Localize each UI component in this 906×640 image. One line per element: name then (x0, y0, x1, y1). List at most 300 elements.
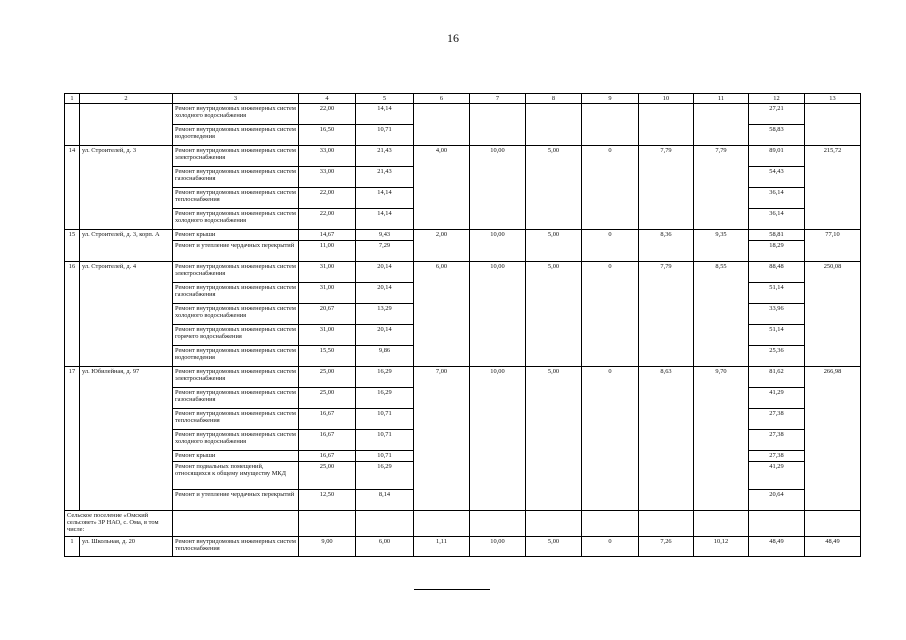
row-number (65, 490, 80, 511)
work-type: Ремонт и утепление чердачных перекрытий (173, 490, 299, 511)
row-number (65, 188, 80, 209)
section-title: Сельское поселение «Омский сельсовет» ЗР НАО, с. Ома, в том числе: (65, 511, 173, 537)
col-10 (639, 346, 694, 367)
col-11 (694, 325, 749, 346)
col-9 (582, 409, 639, 430)
table-row (65, 241, 861, 262)
table-row (65, 104, 861, 125)
page-number: 16 (447, 31, 459, 45)
work-type: Ремонт внутридомовых инженерных систем теплоснабжения (173, 537, 299, 557)
total-col-12: 48,49 (749, 537, 805, 557)
address (80, 430, 173, 451)
col-6 (414, 304, 470, 325)
total-col-13 (805, 462, 861, 490)
row-number: 16 (65, 262, 80, 283)
col-7: 10,00 (470, 230, 526, 241)
total-col-12: 51,14 (749, 283, 805, 304)
col-11 (694, 451, 749, 462)
repair-cost-table (64, 93, 861, 557)
empty-cell (526, 511, 582, 537)
col-10 (639, 167, 694, 188)
total-col-13 (805, 490, 861, 511)
col-11 (694, 167, 749, 188)
cost-col-5: 14,14 (356, 104, 414, 125)
col-10: 8,63 (639, 367, 694, 388)
total-col-12: 20,64 (749, 490, 805, 511)
total-col-12: 89,01 (749, 146, 805, 167)
table-row (65, 167, 861, 188)
work-type: Ремонт внутридомовых инженерных систем газоснабжения (173, 283, 299, 304)
empty-cell (414, 511, 470, 537)
table-row (65, 325, 861, 346)
row-number: 14 (65, 146, 80, 167)
cost-col-4: 16,67 (299, 430, 356, 451)
col-9 (582, 283, 639, 304)
address (80, 451, 173, 462)
empty-cell (749, 511, 805, 537)
col-8 (526, 388, 582, 409)
total-col-13: 77,10 (805, 230, 861, 241)
col-8 (526, 241, 582, 262)
col-8 (526, 125, 582, 146)
cost-col-5: 13,29 (356, 304, 414, 325)
total-col-12: 36,14 (749, 209, 805, 230)
cost-col-5: 7,29 (356, 241, 414, 262)
address (80, 283, 173, 304)
col-7 (470, 325, 526, 346)
col-7 (470, 451, 526, 462)
address (80, 188, 173, 209)
col-8 (526, 451, 582, 462)
col-11 (694, 388, 749, 409)
col-7: 10,00 (470, 146, 526, 167)
col-10: 7,26 (639, 537, 694, 557)
col-10 (639, 125, 694, 146)
total-col-13 (805, 283, 861, 304)
col-9 (582, 104, 639, 125)
col-10: 8,36 (639, 230, 694, 241)
col-6 (414, 241, 470, 262)
total-col-12: 36,14 (749, 188, 805, 209)
work-type: Ремонт внутридомовых инженерных систем теплоснабжения (173, 409, 299, 430)
row-number: 17 (65, 367, 80, 388)
header-cell: 5 (356, 94, 414, 104)
total-col-12: 58,83 (749, 125, 805, 146)
total-col-12: 51,14 (749, 325, 805, 346)
col-10 (639, 188, 694, 209)
cost-col-4: 31,00 (299, 262, 356, 283)
cost-col-4: 9,00 (299, 537, 356, 557)
col-8 (526, 409, 582, 430)
table-row (65, 283, 861, 304)
col-7 (470, 283, 526, 304)
empty-cell (639, 511, 694, 537)
total-col-12: 27,38 (749, 451, 805, 462)
row-number (65, 241, 80, 262)
work-type: Ремонт внутридомовых инженерных систем холодного водоснабжения (173, 104, 299, 125)
cost-col-5: 10,71 (356, 125, 414, 146)
col-11: 9,35 (694, 230, 749, 241)
work-type: Ремонт внутридомовых инженерных систем горячего водоснабжения (173, 325, 299, 346)
table-row (65, 430, 861, 451)
row-number (65, 325, 80, 346)
col-11 (694, 209, 749, 230)
total-col-12: 41,29 (749, 388, 805, 409)
row-number (65, 346, 80, 367)
col-9: 0 (582, 262, 639, 283)
total-col-12: 27,21 (749, 104, 805, 125)
col-7 (470, 430, 526, 451)
total-col-13 (805, 188, 861, 209)
col-10: 7,79 (639, 262, 694, 283)
cost-col-4: 12,50 (299, 490, 356, 511)
cost-col-5: 20,14 (356, 325, 414, 346)
col-11 (694, 490, 749, 511)
work-type: Ремонт подвальных помещений, относящихся к общему имуществу МКД (173, 462, 299, 490)
table-row (65, 230, 861, 241)
table-row (65, 367, 861, 388)
col-11 (694, 241, 749, 262)
total-col-13 (805, 241, 861, 262)
cost-col-4: 22,00 (299, 209, 356, 230)
empty-cell (694, 511, 749, 537)
address: ул. Строителей, д. 3 (80, 146, 173, 167)
total-col-12: 54,43 (749, 167, 805, 188)
col-6 (414, 451, 470, 462)
cost-col-5: 16,29 (356, 367, 414, 388)
col-10 (639, 388, 694, 409)
col-8 (526, 167, 582, 188)
col-7 (470, 346, 526, 367)
col-11 (694, 462, 749, 490)
col-6 (414, 283, 470, 304)
cost-col-5: 10,71 (356, 451, 414, 462)
table-row (65, 125, 861, 146)
work-type: Ремонт внутридомовых инженерных систем водоотведения (173, 125, 299, 146)
total-col-12: 27,38 (749, 430, 805, 451)
cost-col-5: 20,14 (356, 283, 414, 304)
total-col-12: 25,36 (749, 346, 805, 367)
col-8 (526, 283, 582, 304)
total-col-13 (805, 388, 861, 409)
col-6: 7,00 (414, 367, 470, 388)
row-number (65, 462, 80, 490)
col-9 (582, 490, 639, 511)
cost-col-4: 20,67 (299, 304, 356, 325)
total-col-13: 266,98 (805, 367, 861, 388)
table-row (65, 188, 861, 209)
cost-col-4: 14,67 (299, 230, 356, 241)
address (80, 490, 173, 511)
header-cell: 1 (65, 94, 80, 104)
cost-col-5: 9,43 (356, 230, 414, 241)
col-10 (639, 430, 694, 451)
address (80, 409, 173, 430)
total-col-12: 58,81 (749, 230, 805, 241)
col-10 (639, 462, 694, 490)
header-cell: 8 (526, 94, 582, 104)
header-cell: 12 (749, 94, 805, 104)
address (80, 125, 173, 146)
row-number (65, 104, 80, 125)
address (80, 388, 173, 409)
col-6 (414, 462, 470, 490)
col-7 (470, 188, 526, 209)
col-9 (582, 167, 639, 188)
col-11 (694, 430, 749, 451)
total-col-13 (805, 209, 861, 230)
cost-col-4: 16,50 (299, 125, 356, 146)
col-6: 1,11 (414, 537, 470, 557)
col-6 (414, 388, 470, 409)
col-10 (639, 104, 694, 125)
work-type: Ремонт крыши (173, 451, 299, 462)
work-type: Ремонт внутридомовых инженерных систем холодного водоснабжения (173, 304, 299, 325)
cost-col-5: 21,43 (356, 167, 414, 188)
col-9 (582, 388, 639, 409)
col-11 (694, 104, 749, 125)
table-row (65, 537, 861, 557)
empty-cell (356, 511, 414, 537)
table-row (65, 146, 861, 167)
cost-col-4: 15,50 (299, 346, 356, 367)
footnote-separator (414, 589, 490, 590)
col-8 (526, 462, 582, 490)
cost-col-5: 10,71 (356, 409, 414, 430)
cost-col-4: 25,00 (299, 367, 356, 388)
cost-col-5: 10,71 (356, 430, 414, 451)
table-row (65, 409, 861, 430)
col-10 (639, 209, 694, 230)
col-7 (470, 241, 526, 262)
total-col-12: 41,29 (749, 462, 805, 490)
total-col-12: 18,29 (749, 241, 805, 262)
work-type: Ремонт внутридомовых инженерных систем водоотведения (173, 346, 299, 367)
col-10 (639, 304, 694, 325)
col-6 (414, 167, 470, 188)
col-11: 9,70 (694, 367, 749, 388)
cost-col-4: 25,00 (299, 388, 356, 409)
row-number (65, 430, 80, 451)
col-7 (470, 167, 526, 188)
total-col-13 (805, 167, 861, 188)
row-number (65, 409, 80, 430)
address: ул. Юбилейная, д. 97 (80, 367, 173, 388)
col-6 (414, 125, 470, 146)
cost-col-5: 16,29 (356, 462, 414, 490)
total-col-13: 48,49 (805, 537, 861, 557)
col-6 (414, 209, 470, 230)
col-9 (582, 346, 639, 367)
col-6 (414, 188, 470, 209)
header-cell: 6 (414, 94, 470, 104)
cost-col-5: 14,14 (356, 209, 414, 230)
row-number (65, 125, 80, 146)
col-6 (414, 346, 470, 367)
col-8 (526, 430, 582, 451)
table-row (65, 462, 861, 490)
row-number (65, 283, 80, 304)
cost-col-5: 14,14 (356, 188, 414, 209)
col-6 (414, 430, 470, 451)
total-col-13 (805, 304, 861, 325)
col-7: 10,00 (470, 262, 526, 283)
cost-col-4: 33,00 (299, 167, 356, 188)
work-type: Ремонт внутридомовых инженерных систем теплоснабжения (173, 188, 299, 209)
header-cell: 13 (805, 94, 861, 104)
address (80, 325, 173, 346)
col-9 (582, 325, 639, 346)
col-6: 2,00 (414, 230, 470, 241)
col-10 (639, 409, 694, 430)
address (80, 304, 173, 325)
total-col-12: 33,96 (749, 304, 805, 325)
col-10 (639, 490, 694, 511)
cost-col-4: 22,00 (299, 104, 356, 125)
address: ул. Школьная, д. 20 (80, 537, 173, 557)
col-7 (470, 125, 526, 146)
cost-col-5: 20,14 (356, 262, 414, 283)
header-cell: 11 (694, 94, 749, 104)
cost-col-4: 22,00 (299, 188, 356, 209)
cost-col-5: 16,29 (356, 388, 414, 409)
col-7 (470, 388, 526, 409)
work-type: Ремонт внутридомовых инженерных систем газоснабжения (173, 388, 299, 409)
col-8 (526, 209, 582, 230)
header-cell: 4 (299, 94, 356, 104)
col-8: 5,00 (526, 262, 582, 283)
address (80, 462, 173, 490)
total-col-13 (805, 104, 861, 125)
table-row (65, 451, 861, 462)
row-number: 15 (65, 230, 80, 241)
col-11: 8,55 (694, 262, 749, 283)
col-7 (470, 304, 526, 325)
col-6 (414, 325, 470, 346)
col-7: 10,00 (470, 367, 526, 388)
total-col-13 (805, 325, 861, 346)
address (80, 346, 173, 367)
work-type: Ремонт внутридомовых инженерных систем электроснабжения (173, 262, 299, 283)
work-type: Ремонт крыши (173, 230, 299, 241)
col-11 (694, 125, 749, 146)
total-col-13: 250,08 (805, 262, 861, 283)
total-col-13 (805, 430, 861, 451)
table-row (65, 346, 861, 367)
empty-cell (299, 511, 356, 537)
col-6 (414, 409, 470, 430)
table-row (65, 304, 861, 325)
col-9 (582, 304, 639, 325)
col-9: 0 (582, 537, 639, 557)
col-10 (639, 325, 694, 346)
col-6 (414, 490, 470, 511)
table-row (65, 388, 861, 409)
col-11 (694, 188, 749, 209)
col-8 (526, 346, 582, 367)
row-number (65, 451, 80, 462)
col-8: 5,00 (526, 230, 582, 241)
col-8 (526, 304, 582, 325)
address: ул. Строителей, д. 3, корп. А (80, 230, 173, 241)
col-9 (582, 241, 639, 262)
col-7 (470, 209, 526, 230)
col-9 (582, 451, 639, 462)
col-8: 5,00 (526, 146, 582, 167)
total-col-13 (805, 409, 861, 430)
address (80, 104, 173, 125)
header-cell: 2 (80, 94, 173, 104)
col-7 (470, 490, 526, 511)
total-col-13 (805, 451, 861, 462)
row-number (65, 388, 80, 409)
cost-col-5: 8,14 (356, 490, 414, 511)
section-row (65, 511, 861, 537)
total-col-13 (805, 346, 861, 367)
col-8 (526, 490, 582, 511)
cost-col-4: 11,00 (299, 241, 356, 262)
col-11 (694, 304, 749, 325)
empty-cell (173, 511, 299, 537)
address (80, 241, 173, 262)
col-9 (582, 188, 639, 209)
col-11: 7,79 (694, 146, 749, 167)
work-type: Ремонт внутридомовых инженерных систем холодного водоснабжения (173, 209, 299, 230)
col-7 (470, 104, 526, 125)
col-10 (639, 283, 694, 304)
cost-col-4: 16,67 (299, 409, 356, 430)
header-cell: 10 (639, 94, 694, 104)
col-10 (639, 241, 694, 262)
col-6: 6,00 (414, 262, 470, 283)
row-number (65, 209, 80, 230)
cost-col-5: 6,00 (356, 537, 414, 557)
col-9 (582, 462, 639, 490)
col-9 (582, 125, 639, 146)
col-8 (526, 104, 582, 125)
row-number (65, 167, 80, 188)
cost-col-5: 9,86 (356, 346, 414, 367)
table-row (65, 262, 861, 283)
col-6 (414, 104, 470, 125)
work-type: Ремонт внутридомовых инженерных систем электроснабжения (173, 146, 299, 167)
cost-col-5: 21,43 (356, 146, 414, 167)
empty-cell (805, 511, 861, 537)
cost-col-4: 25,00 (299, 462, 356, 490)
col-10: 7,79 (639, 146, 694, 167)
col-9: 0 (582, 146, 639, 167)
address (80, 167, 173, 188)
total-col-12: 88,48 (749, 262, 805, 283)
total-col-12: 81,62 (749, 367, 805, 388)
address: ул. Строителей, д. 4 (80, 262, 173, 283)
header-cell: 3 (173, 94, 299, 104)
col-9: 0 (582, 367, 639, 388)
col-8 (526, 325, 582, 346)
row-number: 1 (65, 537, 80, 557)
col-6: 4,00 (414, 146, 470, 167)
work-type: Ремонт внутридомовых инженерных систем электроснабжения (173, 367, 299, 388)
cost-col-4: 33,00 (299, 146, 356, 167)
col-11 (694, 409, 749, 430)
header-row (65, 94, 861, 104)
col-7 (470, 409, 526, 430)
col-8: 5,00 (526, 537, 582, 557)
col-8: 5,00 (526, 367, 582, 388)
col-9 (582, 209, 639, 230)
header-cell: 9 (582, 94, 639, 104)
table-row (65, 490, 861, 511)
